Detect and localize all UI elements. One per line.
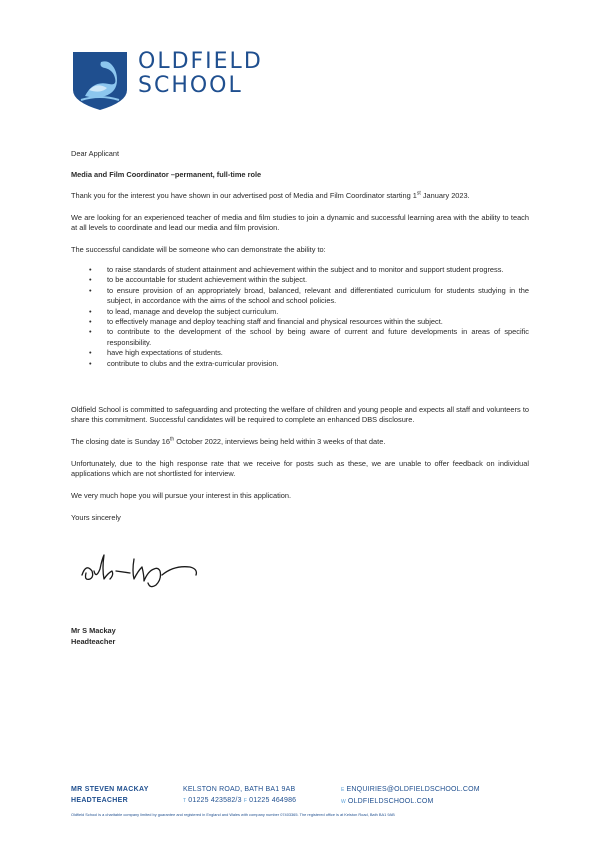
- safeguarding-paragraph: Oldfield School is committed to safeguarding and protecting the welfare of children and young people and expects all staff and volunteers to share this commitment. Successful candidates will be required to complete an enhanced DBS disclosure.: [71, 405, 529, 425]
- salutation: Dear Applicant: [71, 149, 120, 158]
- school-name-line1: OLDFIELD: [138, 49, 263, 74]
- intro-paragraph: [71, 191, 529, 201]
- school-name-line2: SCHOOL: [138, 73, 243, 98]
- email-label: E: [341, 787, 345, 793]
- requirements-list: [71, 265, 529, 369]
- list-item: • have high expectations of students.: [71, 348, 529, 358]
- sign-off: Yours sincerely: [71, 513, 121, 522]
- list-item: • to contribute to the development of the school by being aware of current and future developments in areas of specific responsibility.: [71, 327, 529, 348]
- footer-fax: 01225 464986: [249, 797, 297, 804]
- closing-date-paragraph: [71, 437, 529, 447]
- footer-online-block: [341, 784, 480, 808]
- closing-text-after: October 2022, interviews being held within 3 weeks of that date.: [174, 437, 386, 446]
- footer-email-link[interactable]: ENQUIRIES@OLDFIELDSCHOOL.COM: [346, 786, 480, 793]
- list-item: • contribute to clubs and the extra-curricular provision.: [71, 359, 529, 369]
- footer-web-line: [341, 796, 480, 808]
- hope-paragraph: We very much hope you will pursue your interest in this application.: [71, 491, 292, 500]
- footer-phone-line: [183, 795, 296, 807]
- intro-superscript: st: [416, 190, 421, 197]
- handwritten-signature: [78, 545, 208, 590]
- subject-line: Media and Film Coordinator –permanent, full-time role: [71, 170, 262, 179]
- footer-phone[interactable]: 01225 423582/3: [188, 797, 242, 804]
- intro-text-after: January 2023.: [420, 191, 470, 200]
- footer-contact-person: [71, 784, 149, 806]
- footer-legal-text: Oldfield School is a charitable company limited by guarantee and registered in England and Wales with company number 07403365. The registered office is at Kelston Road, Bath BA1 9AB: [71, 812, 395, 817]
- footer-website-link[interactable]: OLDFIELDSCHOOL.COM: [347, 798, 434, 805]
- footer-name: MR STEVEN MACKAY: [71, 786, 149, 793]
- list-item: • to raise standards of student attainment and achievement within the subject and to monitor and support student progress.: [71, 265, 529, 275]
- fax-label: F: [243, 798, 248, 804]
- web-label: W: [341, 799, 346, 805]
- footer-email-line: [341, 784, 480, 796]
- intro-text-before: Thank you for the interest you have shown in our advertised post of Media and Film Coordinator starting 1: [71, 191, 417, 200]
- looking-for-paragraph: We are looking for an experienced teacher of media and film studies to join a dynamic and successful learning area with the ability to teach at all levels to coordinate and lead our media and film provision.: [71, 213, 529, 233]
- feedback-paragraph: Unfortunately, due to the high response rate that we receive for posts such as these, we are unable to offer feedback on individual applications which are not shortlisted for interview.: [71, 459, 529, 479]
- closing-superscript: th: [170, 436, 175, 443]
- footer-role: HEADTEACHER: [71, 797, 128, 804]
- list-item: • to ensure provision of an appropriately broad, balanced, relevant and differentiated curriculum for students studying in the subject, in accordance with the aims of the school and school policies.: [71, 286, 529, 307]
- list-item: • to effectively manage and deploy teaching staff and financial and physical resources within the subject.: [71, 317, 529, 327]
- list-item: • to be accountable for student achievement within the subject.: [71, 275, 529, 285]
- footer-address-block: [183, 784, 296, 807]
- candidate-intro: The successful candidate will be someone who can demonstrate the ability to:: [71, 245, 326, 254]
- signatory-title: Headteacher: [71, 637, 116, 646]
- list-item: • to lead, manage and develop the subject curriculum.: [71, 307, 529, 317]
- phone-label: T: [183, 798, 187, 804]
- school-name: [138, 50, 263, 98]
- closing-text-before: The closing date is Sunday 16: [71, 437, 171, 446]
- signatory-name: Mr S Mackay: [71, 626, 116, 635]
- swan-crest-icon: [71, 50, 129, 112]
- footer-address: KELSTON ROAD, BATH BA1 9AB: [183, 786, 296, 793]
